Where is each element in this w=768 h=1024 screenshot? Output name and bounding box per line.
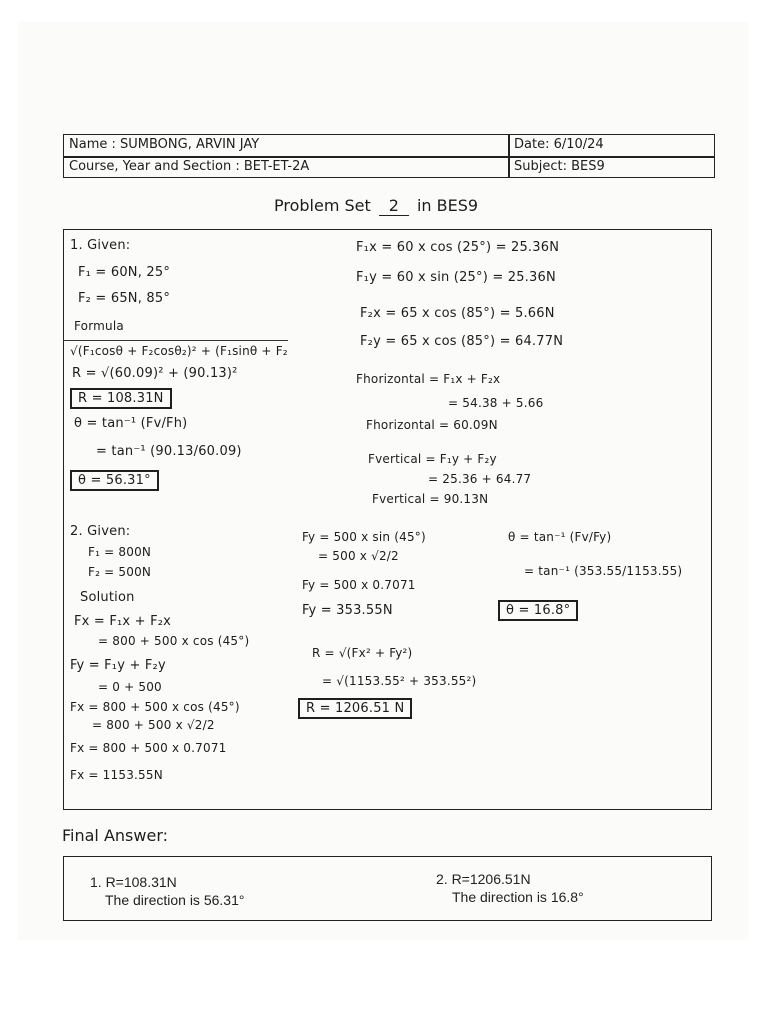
p2-fy-step-1: Fy = 500 x sin (45°) [302,530,426,544]
p2-fx-substitution: = 800 + 500 x cos (45°) [98,634,250,648]
p2-fx-step-3: Fx = 800 + 500 x 0.7071 [70,741,227,755]
p1-r-result: R = 108.31N [70,388,172,409]
answer-1-direction: The direction is 56.31° [105,892,245,908]
problem-set-title [274,196,478,216]
p2-fy-step-3: Fy = 500 x 0.7071 [302,578,416,592]
p2-fy-substitution: = 0 + 500 [98,680,162,694]
p2-theta-result: θ = 16.8° [498,600,578,621]
p2-r-substitution: = √(1153.55² + 353.55²) [322,674,477,688]
p1-formula: √(F₁cosθ + F₂cosθ₂)² + (F₁sinθ + F₂ [70,344,288,358]
p1-force-1: F₁ = 60N, 25° [78,265,171,280]
p2-fx-formula: Fx = F₁x + F₂x [74,614,172,629]
p1-theta-substitution: = tan⁻¹ (90.13/60.09) [96,444,242,459]
title-prefix: Problem Set [274,196,371,215]
header-table [63,134,715,178]
p2-fx-step-1: Fx = 800 + 500 x cos (45°) [70,700,240,714]
answer-2-resultant: 2. R=1206.51N [436,871,531,887]
p2-theta-substitution: = tan⁻¹ (353.55/1153.55) [524,564,683,578]
p2-fy-step-2: = 500 x √2/2 [318,549,399,563]
p1-force-2: F₂ = 65N, 85° [78,291,171,306]
date-field: Date: 6/10/24 [514,137,604,152]
p2-force-1: F₁ = 800N [88,545,152,559]
p1-f2x: F₂x = 65 x cos (85°) = 5.66N [360,306,555,321]
subject-field: Subject: BES9 [514,159,605,174]
p2-fx-result: Fx = 1153.55N [70,768,163,782]
formula-underline [63,340,288,341]
p2-fy-result: Fy = 353.55N [302,603,393,618]
p1-fvertical-result: Fvertical = 90.13N [372,492,489,506]
p2-fy-formula: Fy = F₁y + F₂y [70,658,166,673]
p1-fhorizontal-formula: Fhorizontal = F₁x + F₂x [356,372,501,386]
final-answer-label: Final Answer: [62,826,168,845]
p2-solution-label: Solution [80,590,135,605]
p1-fvertical-sum: = 25.36 + 64.77 [428,472,532,486]
header-divider-horizontal [64,156,714,158]
student-name: Name : SUMBONG, ARVIN JAY [69,137,260,152]
p1-given-label: 1. Given: [70,238,131,253]
course-section: Course, Year and Section : BET-ET-2A [69,159,310,174]
p1-formula-label: Formula [74,319,124,333]
p2-force-2: F₂ = 500N [88,565,152,579]
p1-fhorizontal-result: Fhorizontal = 60.09N [366,418,498,432]
title-suffix: in BES9 [416,196,479,215]
p2-fx-step-2: = 800 + 500 x √2/2 [92,718,215,732]
p1-r-substitution: R = √(60.09)² + (90.13)² [72,366,238,381]
p1-fhorizontal-sum: = 54.38 + 5.66 [448,396,544,410]
p1-f1x: F₁x = 60 x cos (25°) = 25.36N [356,240,560,255]
p1-f2y: F₂y = 65 x cos (85°) = 64.77N [360,334,564,349]
p2-r-formula: R = √(Fx² + Fy²) [312,646,413,660]
p2-theta-formula: θ = tan⁻¹ (Fv/Fy) [508,530,612,544]
p1-theta-result: θ = 56.31° [70,470,159,491]
answer-2-direction: The direction is 16.8° [452,889,584,905]
title-number: 2 [379,196,409,216]
p1-theta-formula: θ = tan⁻¹ (Fv/Fh) [74,416,188,431]
answer-1-resultant: 1. R=108.31N [90,874,177,890]
p2-r-result: R = 1206.51 N [298,698,412,719]
p2-given-label: 2. Given: [70,524,131,539]
p1-f1y: F₁y = 60 x sin (25°) = 25.36N [356,270,556,285]
p1-fvertical-formula: Fvertical = F₁y + F₂y [368,452,497,466]
